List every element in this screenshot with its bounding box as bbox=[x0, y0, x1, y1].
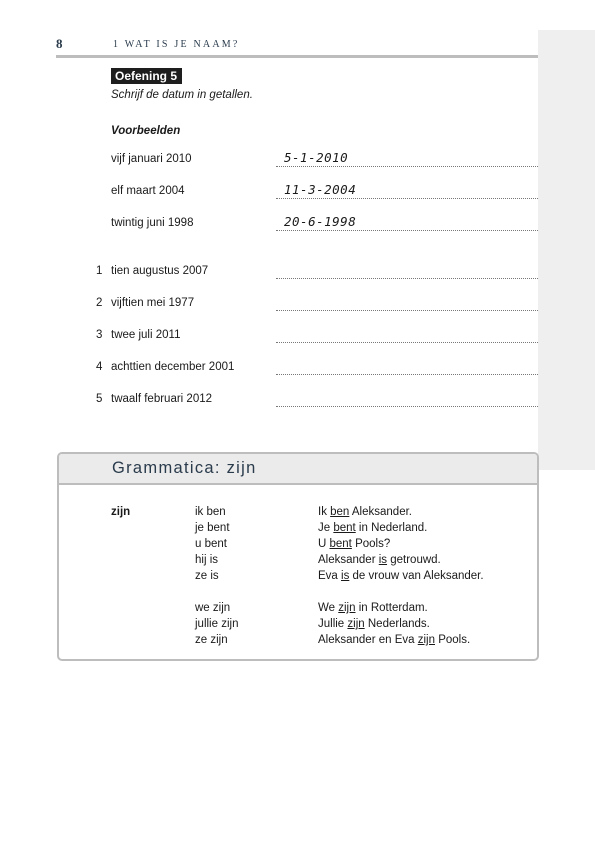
answer-line bbox=[276, 166, 538, 167]
answer-input-line[interactable] bbox=[276, 406, 538, 407]
item-prompt: vijftien mei 1977 bbox=[111, 297, 195, 309]
page-number: 8 bbox=[56, 36, 63, 51]
example-sentence bbox=[318, 633, 470, 647]
underlined-verb: zijn bbox=[417, 634, 435, 646]
sentence-text: Ik bbox=[318, 506, 331, 518]
item-number: 2 bbox=[96, 297, 103, 309]
conjugation-form: we zijn bbox=[195, 602, 231, 614]
example-answer: 20-6-1998 bbox=[284, 214, 357, 229]
grammar-box bbox=[57, 452, 539, 661]
underlined-verb: bent bbox=[329, 538, 352, 550]
sentence-text: de vrouw van Aleksander. bbox=[349, 570, 484, 582]
example-sentence bbox=[318, 521, 427, 535]
answer-line bbox=[276, 230, 538, 231]
exercise-badge: Oefening 5 bbox=[111, 68, 182, 84]
example-sentence bbox=[318, 553, 441, 567]
grammar-title: Grammatica: zijn bbox=[112, 459, 257, 477]
answer-input-line[interactable] bbox=[276, 342, 538, 343]
example-answer: 11-3-2004 bbox=[284, 182, 357, 197]
underlined-verb: is bbox=[341, 570, 350, 582]
exercise-item bbox=[0, 361, 538, 381]
sentence-text: U bbox=[318, 538, 330, 550]
sentence-text: Jullie bbox=[318, 618, 348, 630]
sentence-text: in Rotterdam. bbox=[355, 602, 428, 614]
item-prompt: tien augustus 2007 bbox=[111, 265, 209, 277]
examples-heading: Voorbeelden bbox=[111, 125, 181, 137]
sentence-text: Nederlands. bbox=[364, 618, 430, 630]
sentence-text: Pools. bbox=[435, 634, 471, 646]
running-head: 1 WAT IS JE NAAM? bbox=[113, 39, 240, 50]
exercise-item bbox=[0, 329, 538, 349]
item-number: 4 bbox=[96, 361, 103, 373]
conjugation-form: je bent bbox=[195, 522, 230, 534]
sentence-text: We bbox=[318, 602, 339, 614]
example-sentence bbox=[318, 537, 390, 551]
example-prompt: elf maart 2004 bbox=[111, 185, 185, 197]
item-prompt: twaalf februari 2012 bbox=[111, 393, 213, 405]
example-row bbox=[0, 214, 538, 237]
sentence-text: Pools? bbox=[351, 538, 391, 550]
exercise-item bbox=[0, 297, 538, 317]
example-answer: 5-1-2010 bbox=[284, 150, 349, 165]
sentence-text: Aleksander. bbox=[349, 506, 412, 518]
example-row bbox=[0, 150, 538, 173]
exercise-item bbox=[0, 393, 538, 413]
item-prompt: twee juli 2011 bbox=[111, 329, 181, 341]
grammar-verb-label: zijn bbox=[111, 506, 131, 518]
answer-input-line[interactable] bbox=[276, 374, 538, 375]
underlined-verb: is bbox=[378, 554, 388, 566]
conjugation-form: jullie zijn bbox=[195, 618, 239, 630]
conjugation-form: ik ben bbox=[195, 506, 226, 518]
example-sentence bbox=[318, 617, 430, 631]
answer-input-line[interactable] bbox=[276, 278, 538, 279]
conjugation-form: ze zijn bbox=[195, 634, 228, 646]
underlined-verb: zijn bbox=[347, 618, 365, 630]
grammar-header bbox=[59, 454, 537, 485]
header-divider bbox=[56, 55, 538, 58]
sentence-text: Eva bbox=[318, 570, 342, 582]
sentence-text: Je bbox=[318, 522, 334, 534]
exercise-item bbox=[0, 265, 538, 285]
item-number: 1 bbox=[96, 265, 103, 277]
example-prompt: twintig juni 1998 bbox=[111, 217, 194, 229]
example-sentence bbox=[318, 569, 484, 583]
conjugation-form: ze is bbox=[195, 570, 219, 582]
underlined-verb: bent bbox=[333, 522, 356, 534]
example-prompt: vijf januari 2010 bbox=[111, 153, 192, 165]
margin-band bbox=[538, 30, 595, 470]
underlined-verb: ben bbox=[330, 506, 350, 518]
example-sentence bbox=[318, 505, 412, 519]
answer-input-line[interactable] bbox=[276, 310, 538, 311]
example-row bbox=[0, 182, 538, 205]
exercise-instruction: Schrijf de datum in getallen. bbox=[111, 89, 253, 101]
sentence-text: in Nederland. bbox=[355, 522, 428, 534]
sentence-text: Aleksander en Eva bbox=[318, 634, 418, 646]
answer-line bbox=[276, 198, 538, 199]
example-sentence bbox=[318, 601, 428, 615]
underlined-verb: zijn bbox=[338, 602, 356, 614]
item-prompt: achttien december 2001 bbox=[111, 361, 235, 373]
conjugation-form: hij is bbox=[195, 554, 219, 566]
sentence-text: getrouwd. bbox=[387, 554, 441, 566]
sentence-text: Aleksander bbox=[318, 554, 379, 566]
item-number: 3 bbox=[96, 329, 103, 341]
conjugation-form: u bent bbox=[195, 538, 227, 550]
item-number: 5 bbox=[96, 393, 103, 405]
